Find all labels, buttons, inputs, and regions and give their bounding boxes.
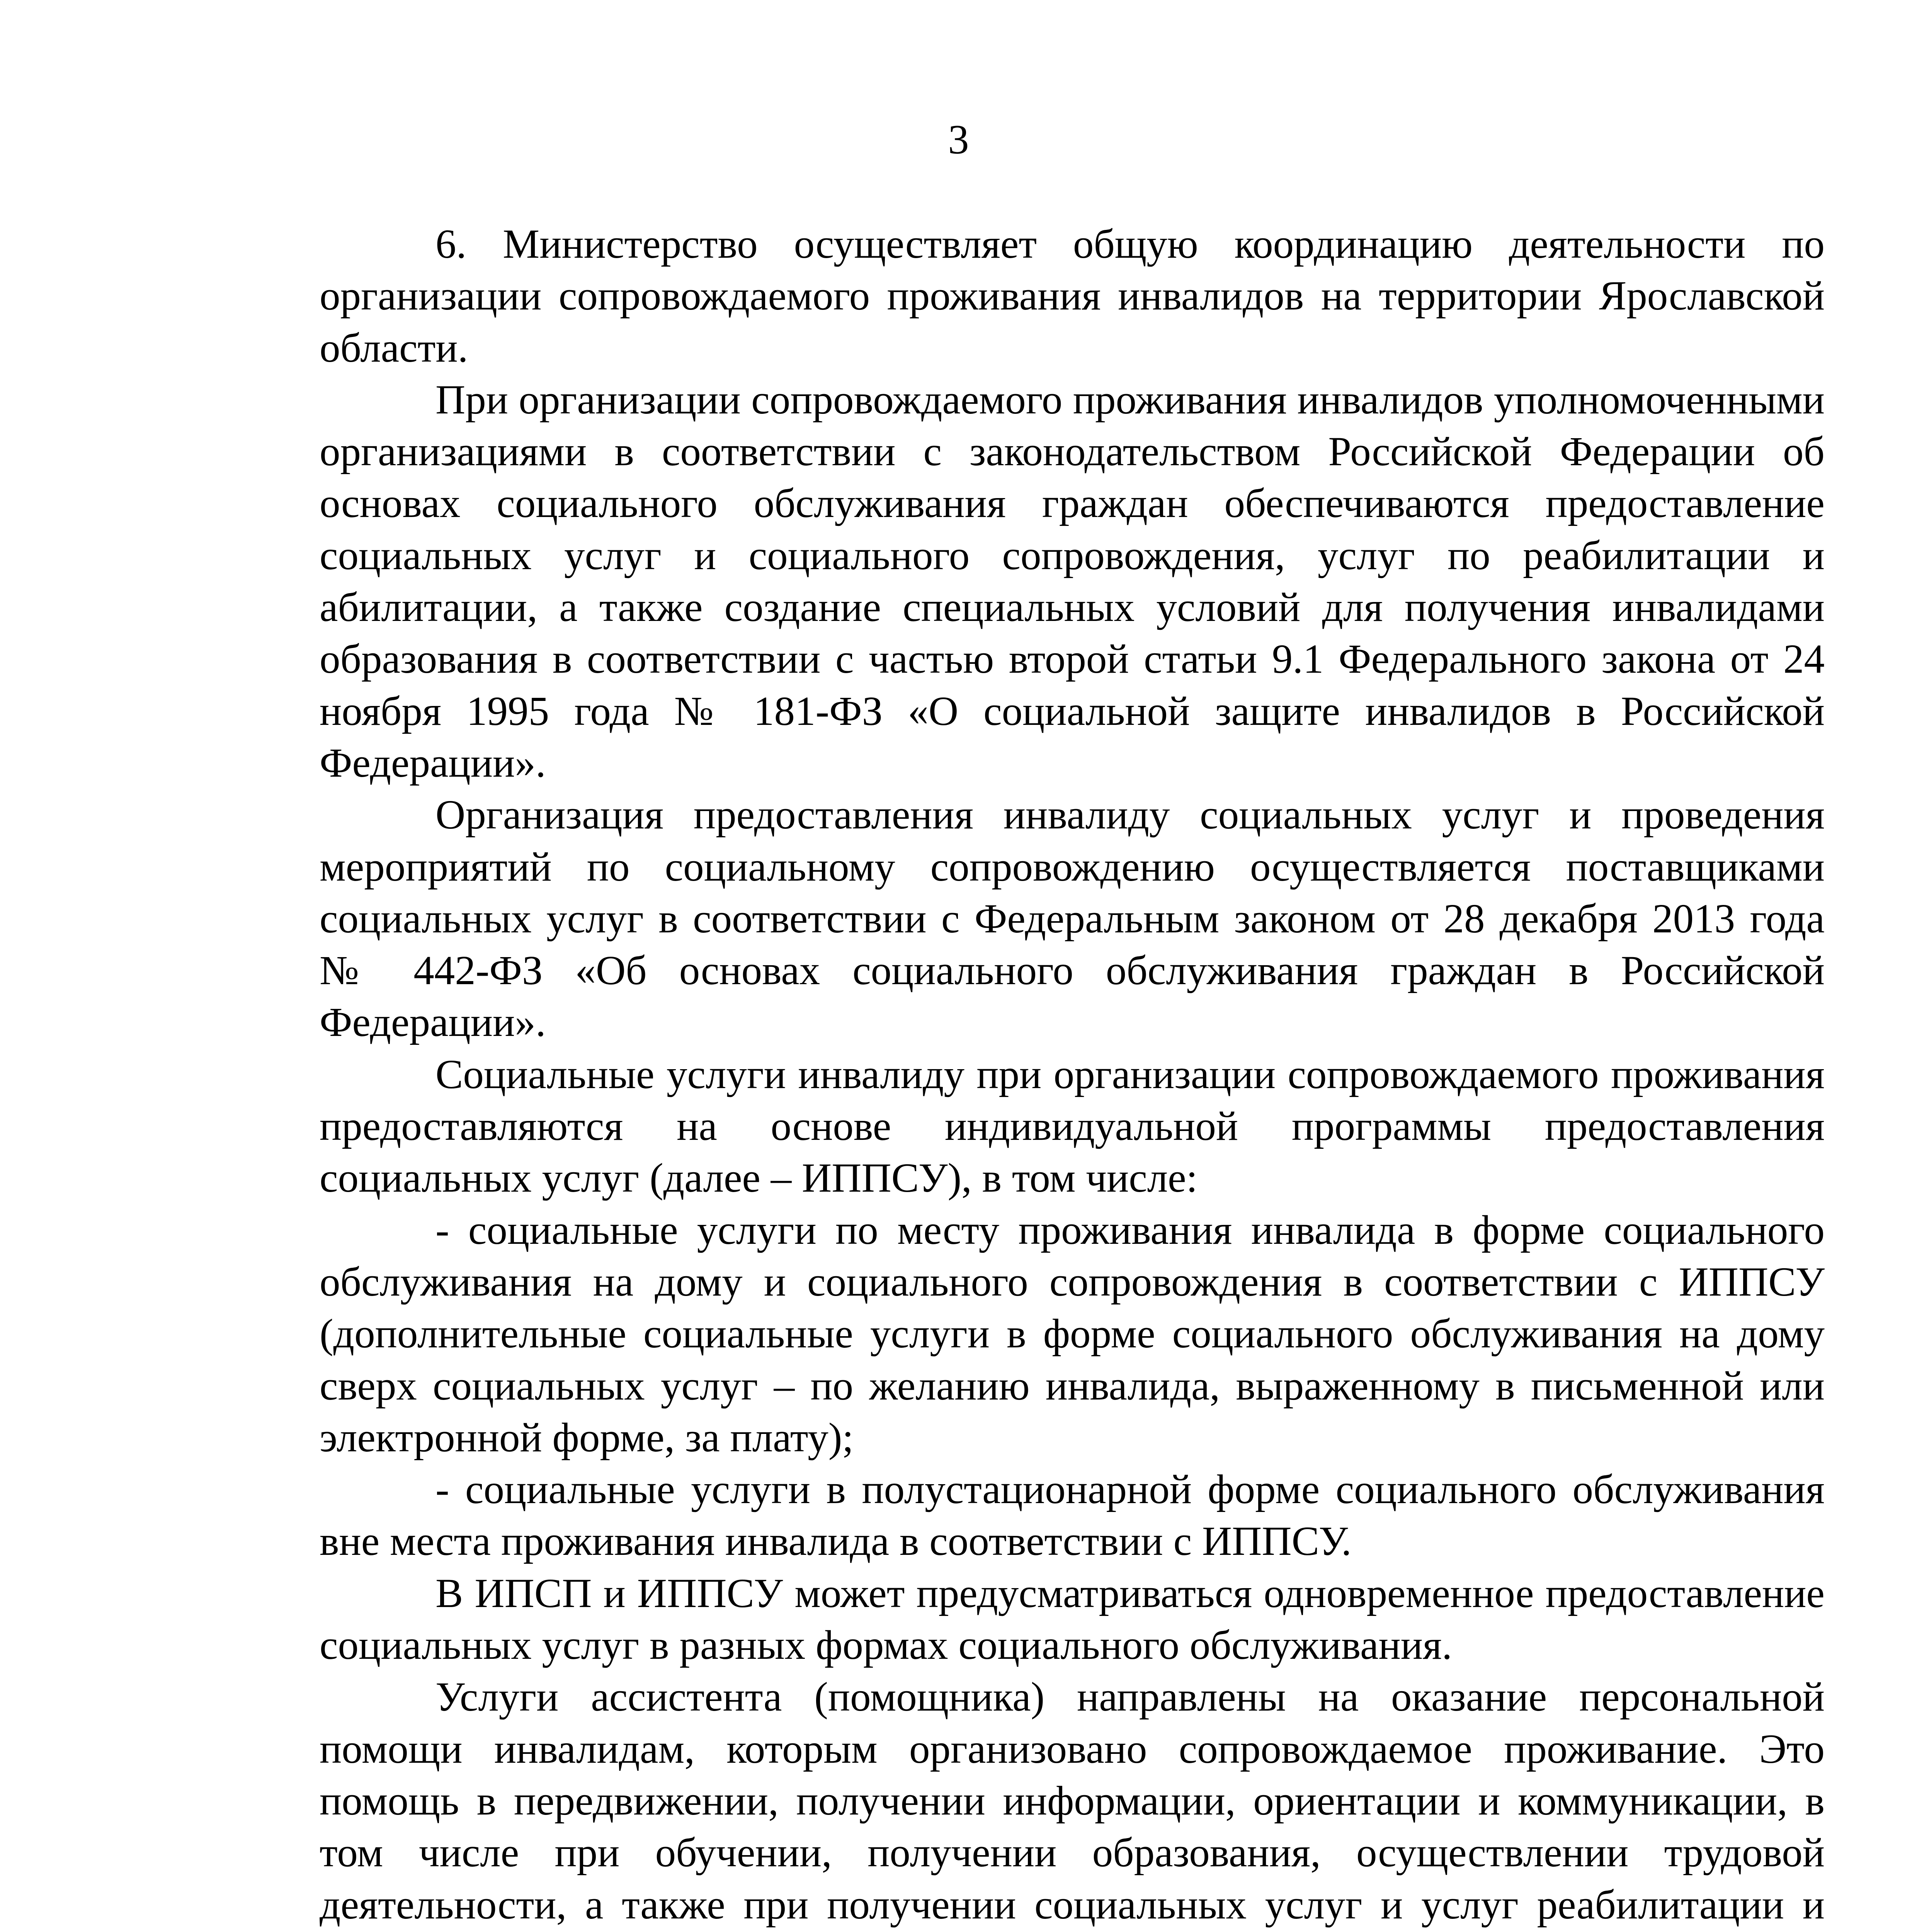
paragraph-coordination: 6. Министерство осуществляет общую координацию деятельности по организации сопровождаемого проживания инвалидов на территории Ярославской области. [320,221,1825,371]
list-item-home-services: - социальные услуги по месту проживания инвалида в форме социального обслуживания на дому и социального сопровождения в соответствии с ИППСУ (дополнительные социальные услуги в форме социального обслуживания на дому сверх социальных услуг – по желанию инвалида, выраженному в письменной или электронной форме, за плату); [320,1207,1825,1461]
paragraph-assistant-services: Услуги ассистента (помощника) направлены на оказание персональной помощи инвалидам, которым организовано сопровождаемое проживание. Это помощь в передвижении, получении информации, ориентации и коммуникации, в том числе при обучении, получении образования, осуществлении трудовой деятельности, а также при получении социальных услуг и услуг реабилитации и [320,1674,1825,1928]
paragraph-ipsp-ippsu: В ИПСП и ИППСУ может предусматриваться одновременное предоставление социальных услуг в разных формах социального обслуживания. [320,1570,1825,1668]
paragraph-service-providers: Организация предоставления инвалиду социальных услуг и проведения мероприятий по социальному сопровождению осуществляется поставщиками социальных услуг в соответствии с Федеральным законом от 28 декабря 2013 года № 442-ФЗ «Об основах социального обслуживания граждан в Российской Федерации». [320,792,1825,1046]
document-body [320,218,1825,1932]
page-number: 3 [948,117,969,163]
paragraph-organization-services: При организации сопровождаемого проживания инвалидов уполномоченными организациями в соответствии с законодательством Российской Федерации об основах социального обслуживания граждан обеспечиваются предоставление социальных услуг и социального сопровождения, услуг по реабилитации и абилитации, а также создание специальных условий для получения инвалидами образования в соответствии с частью второй статьи 9.1 Федерального закона от 24 ноября 1995 года № 181-ФЗ «О социальной защите инвалидов в Российской Федерации». [320,377,1825,786]
list-item-semistationary-services: - социальные услуги в полустационарной форме социального обслуживания вне места проживания инвалида в соответствии с ИППСУ. [320,1467,1825,1565]
paragraph-ippsu-intro: Социальные услуги инвалиду при организации сопровождаемого проживания предоставляются на основе индивидуальной программы предоставления социальных услуг (далее – ИППСУ), в том числе: [320,1051,1825,1201]
